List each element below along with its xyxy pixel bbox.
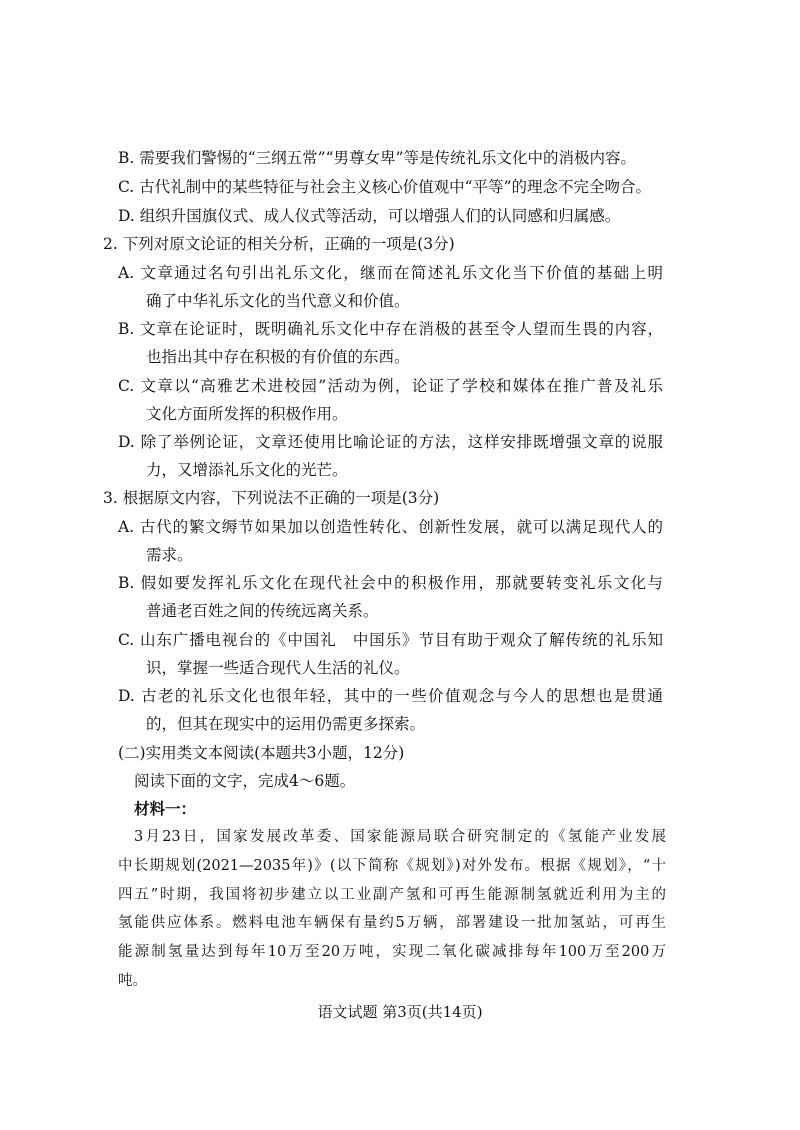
q3-option-d-line2: 的，但其在现实中的运用仍需更多探索。 <box>146 715 426 733</box>
q1-option-c: C. 古代礼制中的某些特征与社会主义核心价值观中“平等”的理念不完全吻合。 <box>118 178 652 196</box>
material-title: 材料一： <box>134 799 197 818</box>
q2-stem: 2. 下列对原文论证的相关分析，正确的一项是(3分) <box>103 235 455 253</box>
q2-option-c-line1: C. 文章以“高雅艺术进校园”活动为例，论证了学校和媒体在推广普及礼乐 <box>118 377 663 395</box>
q3-option-c-line2: 识，掌握一些适合现代人生活的礼仪。 <box>146 659 410 677</box>
material-line-3: 四五”时期，我国将初步建立以工业副产氢和可再生能源制氢就近利用为主的 <box>118 887 666 903</box>
q3-option-a-line1: A. 古代的繁文缛节如果加以创造性转化、创新性发展，就可以满足现代人的 <box>118 518 663 536</box>
page-footer: 语文试题 第3页(共14页) <box>317 1003 483 1021</box>
q2-option-b-line1: B. 文章在论证时，既明确礼乐文化中存在消极的甚至令人望而生畏的内容， <box>118 320 663 338</box>
material-line-2: 中长期规划(2021—2035年)》(以下简称《规划》)对外发布。根据《规划》，“十 <box>118 858 666 874</box>
q2-option-a-line2: 确了中华礼乐文化的当代意义和价值。 <box>146 292 410 310</box>
material-line-6: 吨。 <box>118 973 147 989</box>
q3-option-c-line1: C. 山东广播电视台的《中国礼 中国乐》节目有助于观众了解传统的礼乐知 <box>118 631 663 649</box>
q3-option-a-line2: 需求。 <box>146 546 193 564</box>
q1-option-b: B. 需要我们警惕的“三纲五常”“男尊女卑”等是传统礼乐文化中的消极内容。 <box>118 149 636 167</box>
q3-stem: 3. 根据原文内容，下列说法不正确的一项是(3分) <box>103 489 440 507</box>
material-line-4: 氢能供应体系。燃料电池车辆保有量约5万辆，部署建设一批加氢站，可再生 <box>118 915 666 931</box>
q2-option-a-line1: A. 文章通过名句引出礼乐文化，继而在简述礼乐文化当下价值的基础上明 <box>118 264 663 282</box>
material-line-1: 3月23日，国家发展改革委、国家能源局联合研究制定的《氢能产业发展 <box>134 829 666 845</box>
section-heading: (二)实用类文本阅读(本题共3小题，12分) <box>118 744 405 762</box>
q3-option-b-line2: 普通老百姓之间的传统远离关系。 <box>146 602 379 620</box>
section-instruction: 阅读下面的文字，完成4～6题。 <box>134 772 356 790</box>
q2-option-c-line2: 文化方面所发挥的积极作用。 <box>146 405 348 423</box>
q3-option-b-line1: B. 假如要发挥礼乐文化在现代社会中的积极作用，那就要转变礼乐文化与 <box>118 574 663 592</box>
material-line-5: 能源制氢量达到每年10万至20万吨，实现二氧化碳减排每年100万至200万 <box>118 944 666 960</box>
q2-option-d-line2: 力，又增添礼乐文化的光芒。 <box>146 461 348 479</box>
q1-option-d: D. 组织升国旗仪式、成人仪式等活动，可以增强人们的认同感和归属感。 <box>118 207 621 225</box>
q2-option-d-line1: D. 除了举例论证，文章还使用比喻论证的方法，这样安排既增强文章的说服 <box>118 433 663 451</box>
q2-option-b-line2: 也指出其中存在积极的有价值的东西。 <box>146 348 410 366</box>
q3-option-d-line1: D. 古老的礼乐文化也很年轻，其中的一些价值观念与今人的思想也是贯通 <box>118 687 663 705</box>
